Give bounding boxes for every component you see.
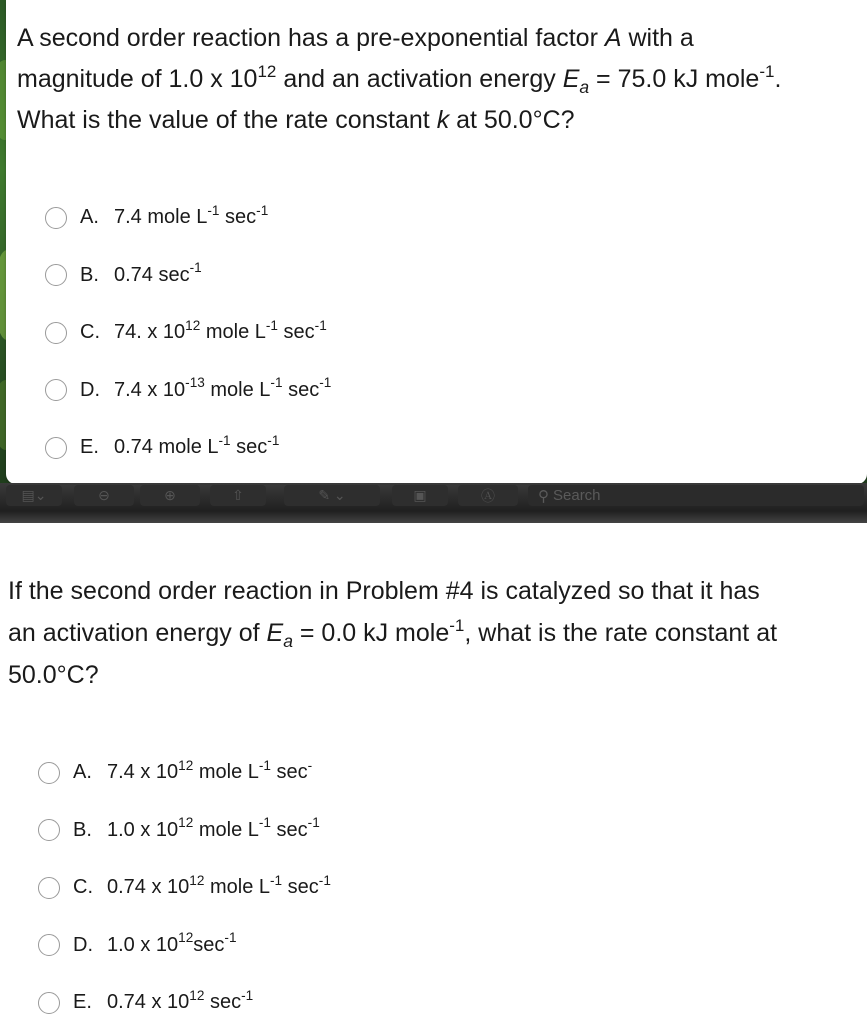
q1-line1-suffix: with a [621,24,694,52]
q1-option-d[interactable] [45,362,331,420]
search-icon: ⚲ [538,487,549,505]
q1-option-a[interactable] [45,189,331,247]
option-label: 0.74 mole $L^{-1}$ $\sec^{-1}$ [114,432,280,459]
q2-line1: If the second order reaction in Problem #4 is catalyzed so that it has [8,577,760,605]
option-label: 1.0 x $10^{12}$ mole $L^{-1}$ $\sec^{-1}$ [107,815,320,841]
q2-option-d[interactable] [38,917,331,975]
question-card-1 [6,0,867,484]
question-1-text [17,18,847,141]
q2-line2-prefix: an activation energy of [8,619,267,647]
markup-button[interactable] [284,485,380,506]
option-letter: E. [73,991,92,1014]
option-label: 7.4 x $10^{12}$ mole $L^{-1}$ sec- [107,757,313,784]
q1-line3-prefix: What is the value of the rate constant [17,106,437,134]
share-icon: ⇧ [232,487,244,503]
radio-button[interactable] [38,762,60,784]
q2-option-e[interactable] [38,974,331,1024]
search-field[interactable] [528,485,864,506]
option-label: 1.0 x $10^{12}\sec^{-1}$ [107,930,237,956]
sidebar-toggle-button[interactable] [6,485,62,506]
question-2-text [8,570,858,696]
option-letter: C. [80,321,100,344]
q1-line2-end: . [774,65,782,93]
zoom-out-button[interactable] [74,485,134,506]
option-letter: A. [80,206,99,229]
option-letter: D. [80,378,100,401]
q2-unit-exponent: -1 [449,615,465,635]
sidebar-icon: ▤⌄ [21,487,47,503]
lock-button[interactable] [392,485,448,506]
q2-var-e-sub: a [283,631,293,651]
zoom-in-icon: ⊕ [164,487,176,503]
q1-unit-exponent: -1 [759,61,775,81]
q2-option-c[interactable] [38,859,331,917]
q1-var-e-sub: a [579,77,590,97]
q1-exponent: 12 [257,61,277,81]
q1-var-a: A [604,24,622,52]
q2-line2-eq: = 0.0 kJ mole [292,619,450,647]
option-label: 7.4 x $10^{-13}$ mole $L^{-1}$ $\sec^{-1}$ [114,375,332,401]
radio-button[interactable] [45,207,67,229]
question-2-options [38,744,331,1024]
annotate-button[interactable] [458,485,518,506]
option-label: 0.74 $\sec^{-1}$ [114,260,202,286]
option-letter: B. [80,263,99,286]
option-letter: C. [73,876,93,899]
q1-option-c[interactable] [45,304,331,362]
zoom-in-button[interactable] [140,485,200,506]
question-1-options [45,189,331,477]
q1-var-e: E [562,65,580,93]
radio-button[interactable] [45,264,67,286]
q1-var-k: k [436,106,450,134]
q2-var-e: E [266,619,284,647]
option-label: 0.74 x $10^{12}$ $\sec^{-1}$ [107,987,254,1014]
annotate-icon: Ⓐ [481,487,495,504]
q2-line3: 50.0°C? [8,661,99,689]
option-letter: B. [73,818,92,841]
q1-option-b[interactable] [45,247,331,305]
q1-line3-suffix: at 50.0°C? [449,106,575,134]
radio-button[interactable] [38,992,60,1014]
radio-button[interactable] [38,877,60,899]
radio-button[interactable] [45,322,67,344]
pen-icon: ✎ ⌄ [318,487,346,503]
zoom-out-icon: ⊖ [98,487,110,503]
option-letter: D. [73,933,93,956]
radio-button[interactable] [38,934,60,956]
option-letter: A. [73,761,92,784]
q1-line2-mid: and an activation energy [276,65,563,93]
q2-option-a[interactable] [38,744,331,802]
viewer-toolbar [0,483,867,523]
q1-line2-eq: = 75.0 kJ mole [589,65,760,93]
q1-option-e[interactable] [45,419,331,477]
search-placeholder: Search [553,487,601,504]
radio-button[interactable] [45,437,67,459]
q1-line1-prefix: A second order reaction has a pre-exponential factor [17,24,605,52]
share-button[interactable] [210,485,266,506]
q1-line2-prefix: magnitude of 1.0 x 10 [17,65,258,93]
radio-button[interactable] [38,819,60,841]
option-label: 74. x $10^{12}$ mole $L^{-1}$ $\sec^{-1}$ [114,317,327,344]
q2-line2-suffix: , what is the rate constant at [464,619,778,647]
radio-button[interactable] [45,379,67,401]
option-label: 7.4 mole $L^{-1}$ $\sec^{-1}$ [114,202,269,229]
q2-option-b[interactable] [38,802,331,860]
option-label: 0.74 x $10^{12}$ mole $L^{-1}$ $\sec^{-1}$ [107,872,331,899]
lock-icon: ▣ [413,487,427,503]
option-letter: E. [80,436,99,459]
